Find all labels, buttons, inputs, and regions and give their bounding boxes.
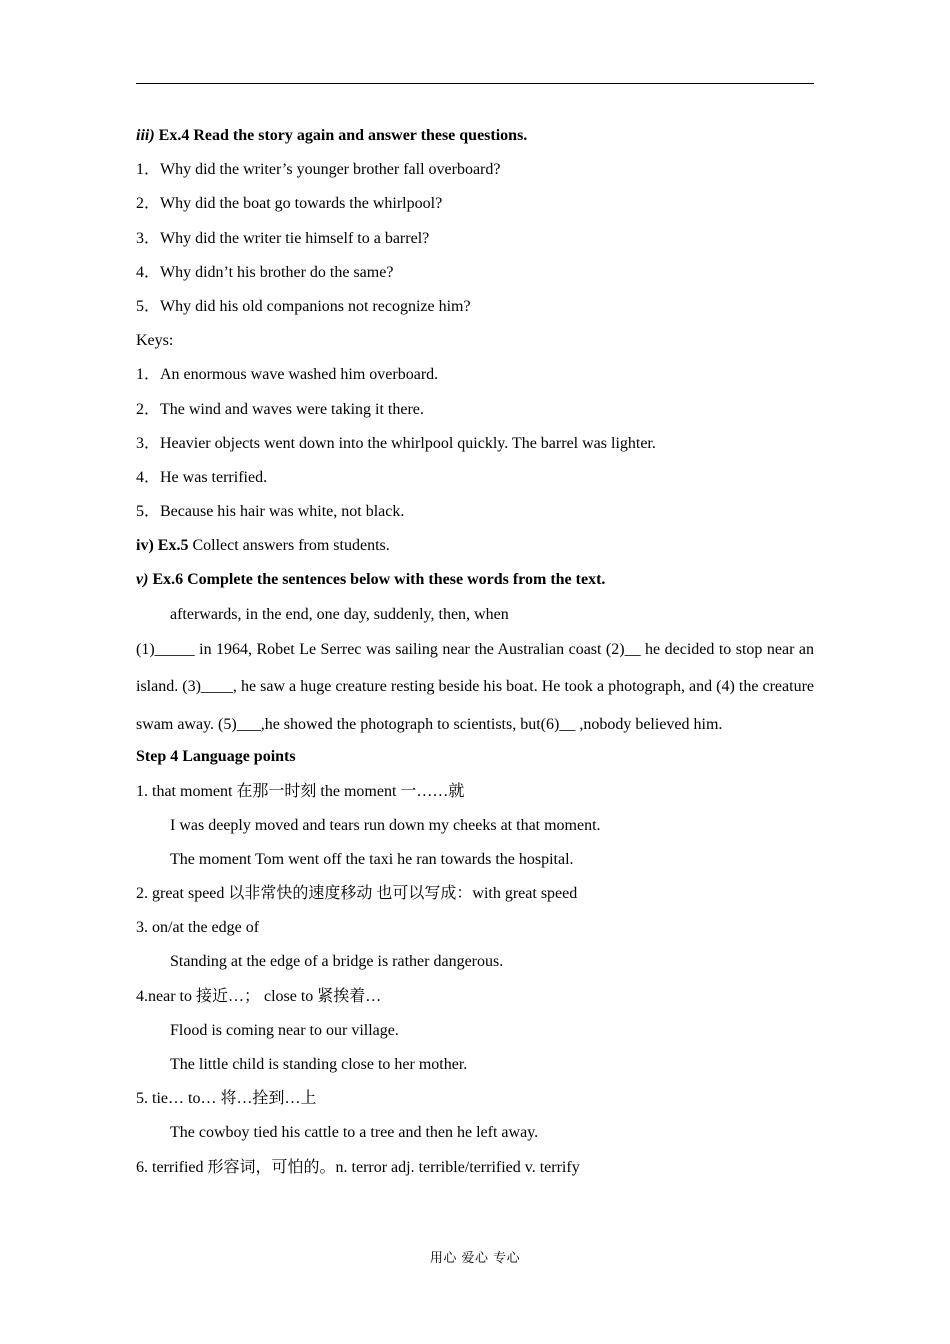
fill-in-paragraph: (1)_____ in 1964, Robet Le Serrec was sailing near the Australian coast (2)__ he decided to stop near an island. (3)____, he saw a huge creature resting beside his boat. He took a photograph, and (4) the creature swam away. (5)___,he showed the photograph to scientists, but(6)__ ,nobody believed him. [136, 640, 814, 733]
step4-heading: Step 4 Language points [136, 748, 296, 766]
key-2: 2．The wind and waves were taking it there. [136, 400, 424, 418]
document-body [136, 122, 814, 1188]
language-point-line: The little child is standing close to her mother. [170, 1056, 468, 1073]
exercise6-heading-text: Ex.6 Complete the sentences below with these words from the text. [148, 571, 606, 589]
word-bank: afterwards, in the end, one day, suddenly, then, when [170, 605, 509, 623]
page-footer: 用心 爱心 专心 [429, 1251, 521, 1266]
question-1: 1．Why did the writer’s younger brother fall overboard? [136, 161, 501, 179]
language-point-line: The cowboy tied his cattle to a tree and then he left away. [170, 1124, 539, 1142]
exercise6-heading [136, 566, 814, 600]
exercise4-heading [136, 122, 814, 156]
exercise5-text: Collect answers from students. [188, 537, 390, 555]
language-point-line: 5. tie… to… 将…拴到…上 [136, 1090, 317, 1108]
language-point-line: Standing at the edge of a bridge is rather dangerous. [170, 953, 504, 971]
exercise6-marker: v) [136, 571, 149, 589]
exercise5-line [136, 532, 814, 566]
question-5: 5．Why did his old companions not recognize him? [136, 297, 471, 315]
key-3: 3．Heavier objects went down into the whirlpool quickly. The barrel was lighter. [136, 434, 656, 452]
exercise4-marker: iii) [136, 127, 155, 144]
language-point-line: I was deeply moved and tears run down my cheeks at that moment. [170, 816, 601, 834]
language-point-line: The moment Tom went off the taxi he ran towards the hospital. [170, 850, 574, 868]
language-point-line: 3. on/at the edge of [136, 919, 260, 937]
language-points-list [136, 778, 814, 1188]
question-4: 4．Why didn’t his brother do the same? [136, 263, 394, 281]
question-3: 3．Why did the writer tie himself to a barrel? [136, 229, 430, 247]
header-rule [136, 83, 814, 84]
exercise5-label: iv) Ex.5 [136, 537, 189, 555]
language-point-line: 1. that moment 在那一时刻 the moment 一……就 [136, 782, 465, 800]
language-point-line: 2. great speed 以非常快的速度移动 也可以写成：with great speed [136, 885, 578, 903]
language-point-line: 4.near to 接近…； close to 紧挨着… [136, 987, 382, 1005]
key-1: 1．An enormous wave washed him overboard. [136, 366, 439, 384]
key-4: 4．He was terrified. [136, 468, 268, 486]
question-2: 2．Why did the boat go towards the whirlpool? [136, 195, 443, 213]
language-point-line: 6. terrified 形容词，可怕的。n. terror adj. terrible/terrified v. terrify [136, 1158, 580, 1176]
language-point-line: Flood is coming near to our village. [170, 1021, 399, 1039]
exercise4-heading-text: Ex.4 Read the story again and answer these questions. [154, 127, 528, 144]
key-5: 5．Because his hair was white, not black. [136, 503, 405, 521]
keys-label: Keys: [136, 332, 174, 350]
